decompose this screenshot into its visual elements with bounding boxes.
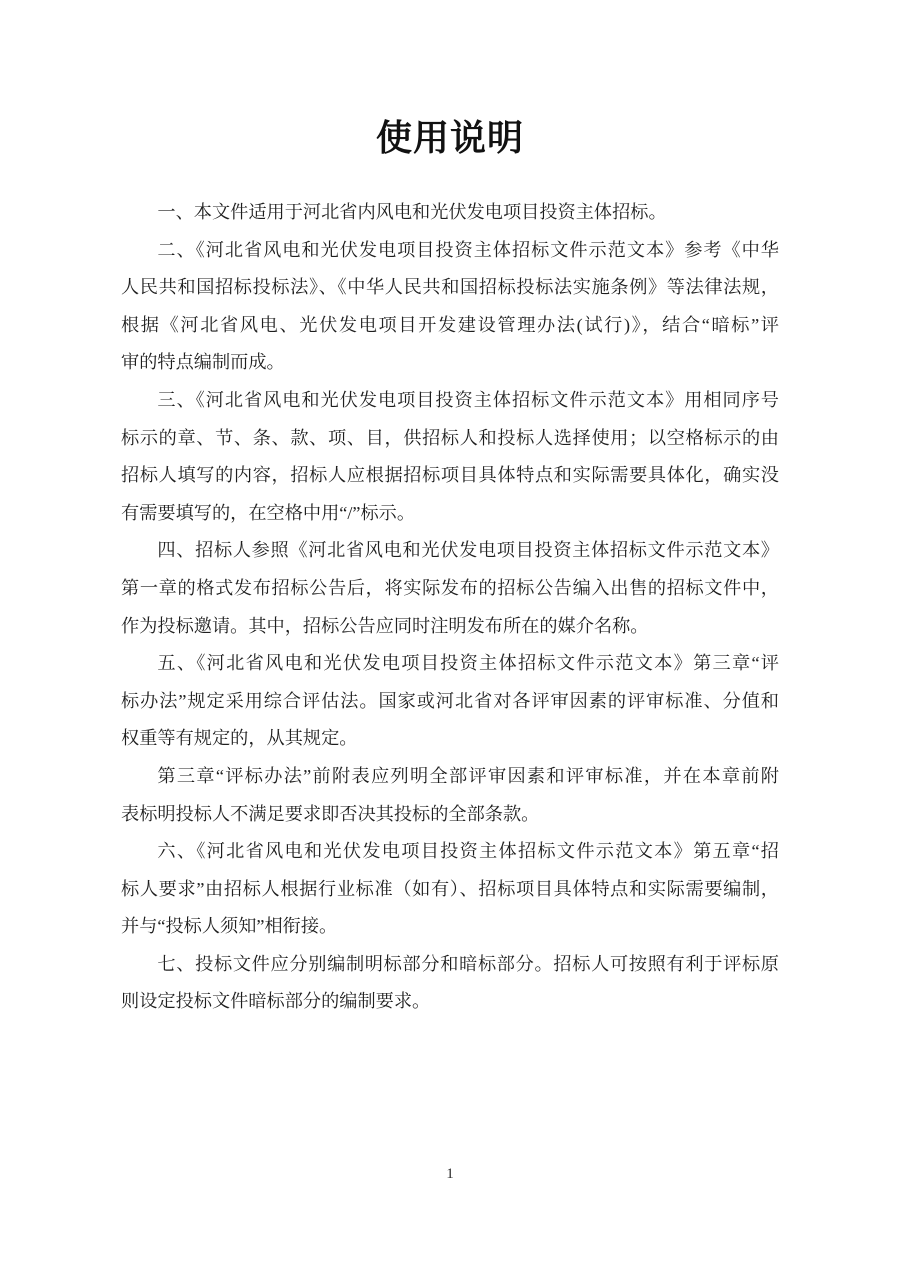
paragraph-line: 标人要求”由招标人根据行业标准（如有）、招标项目具体特点和实际需要编制，: [121, 878, 779, 899]
paragraph-line: 四、招标人参照《河北省风电和光伏发电项目投资主体招标文件示范文本》: [157, 540, 779, 561]
paragraph-line: 有需要填写的，在空格中用“/”标示。: [121, 502, 416, 523]
paragraph-line: 人民共和国招标投标法》、《中华人民共和国招标投标法实施条例》等法律法规，: [121, 277, 779, 298]
paragraph-line: 三、《河北省风电和光伏发电项目投资主体招标文件示范文本》用相同序号: [157, 389, 779, 410]
paragraph: [121, 758, 779, 833]
paragraph-line: 五、《河北省风电和光伏发电项目投资主体招标文件示范文本》第三章“评: [157, 653, 779, 674]
paragraph: [121, 382, 779, 532]
paragraph-line: 二、《河北省风电和光伏发电项目投资主体招标文件示范文本》参考《中华: [157, 239, 779, 260]
page-title: 使用说明: [375, 118, 524, 158]
page-number: 1: [446, 1166, 454, 1182]
document-body: [121, 194, 779, 1021]
paragraph: [121, 194, 779, 232]
paragraph-line: 则设定投标文件暗标部分的编制要求。: [121, 991, 431, 1012]
paragraph: [121, 645, 779, 758]
paragraph-line: 一、本文件适用于河北省内风电和光伏发电项目投资主体招标。: [157, 202, 667, 222]
paragraph-line: 表标明投标人不满足要求即否决其投标的全部条款。: [121, 803, 540, 824]
paragraph-line: 审的特点编制而成。: [121, 352, 285, 373]
paragraph-line: 招标人填写的内容，招标人应根据招标项目具体特点和实际需要具体化，确实没: [121, 465, 779, 486]
paragraph: [121, 946, 779, 1021]
paragraph-line: 七、投标文件应分别编制明标部分和暗标部分。招标人可按照有利于评标原: [157, 953, 779, 974]
paragraph-line: 六、《河北省风电和光伏发电项目投资主体招标文件示范文本》第五章“招: [157, 841, 779, 862]
paragraph-line: 第一章的格式发布招标公告后，将实际发布的招标公告编入出售的招标文件中，: [121, 577, 779, 598]
paragraph-line: 第三章“评标办法”前附表应列明全部评审因素和评审标准，并在本章前附: [157, 765, 779, 786]
paragraph-line: 并与“投标人须知”相衔接。: [121, 916, 338, 937]
paragraph: [121, 532, 779, 645]
paragraph-line: 权重等有规定的，从其规定。: [121, 728, 358, 749]
paragraph-line: 标示的章、节、条、款、项、目，供招标人和投标人选择使用；以空格标示的由: [121, 427, 779, 448]
paragraph: [121, 833, 779, 946]
paragraph-line: 作为投标邀请。其中，招标公告应同时注明发布所在的媒介名称。: [121, 615, 649, 636]
paragraph: [121, 232, 779, 382]
paragraph-line: 根据《河北省风电、光伏发电项目开发建设管理办法(试行)》，结合“暗标”评: [121, 314, 779, 335]
paragraph-line: 标办法”规定采用综合评估法。国家或河北省对各评审因素的评审标准、分值和: [121, 690, 779, 711]
